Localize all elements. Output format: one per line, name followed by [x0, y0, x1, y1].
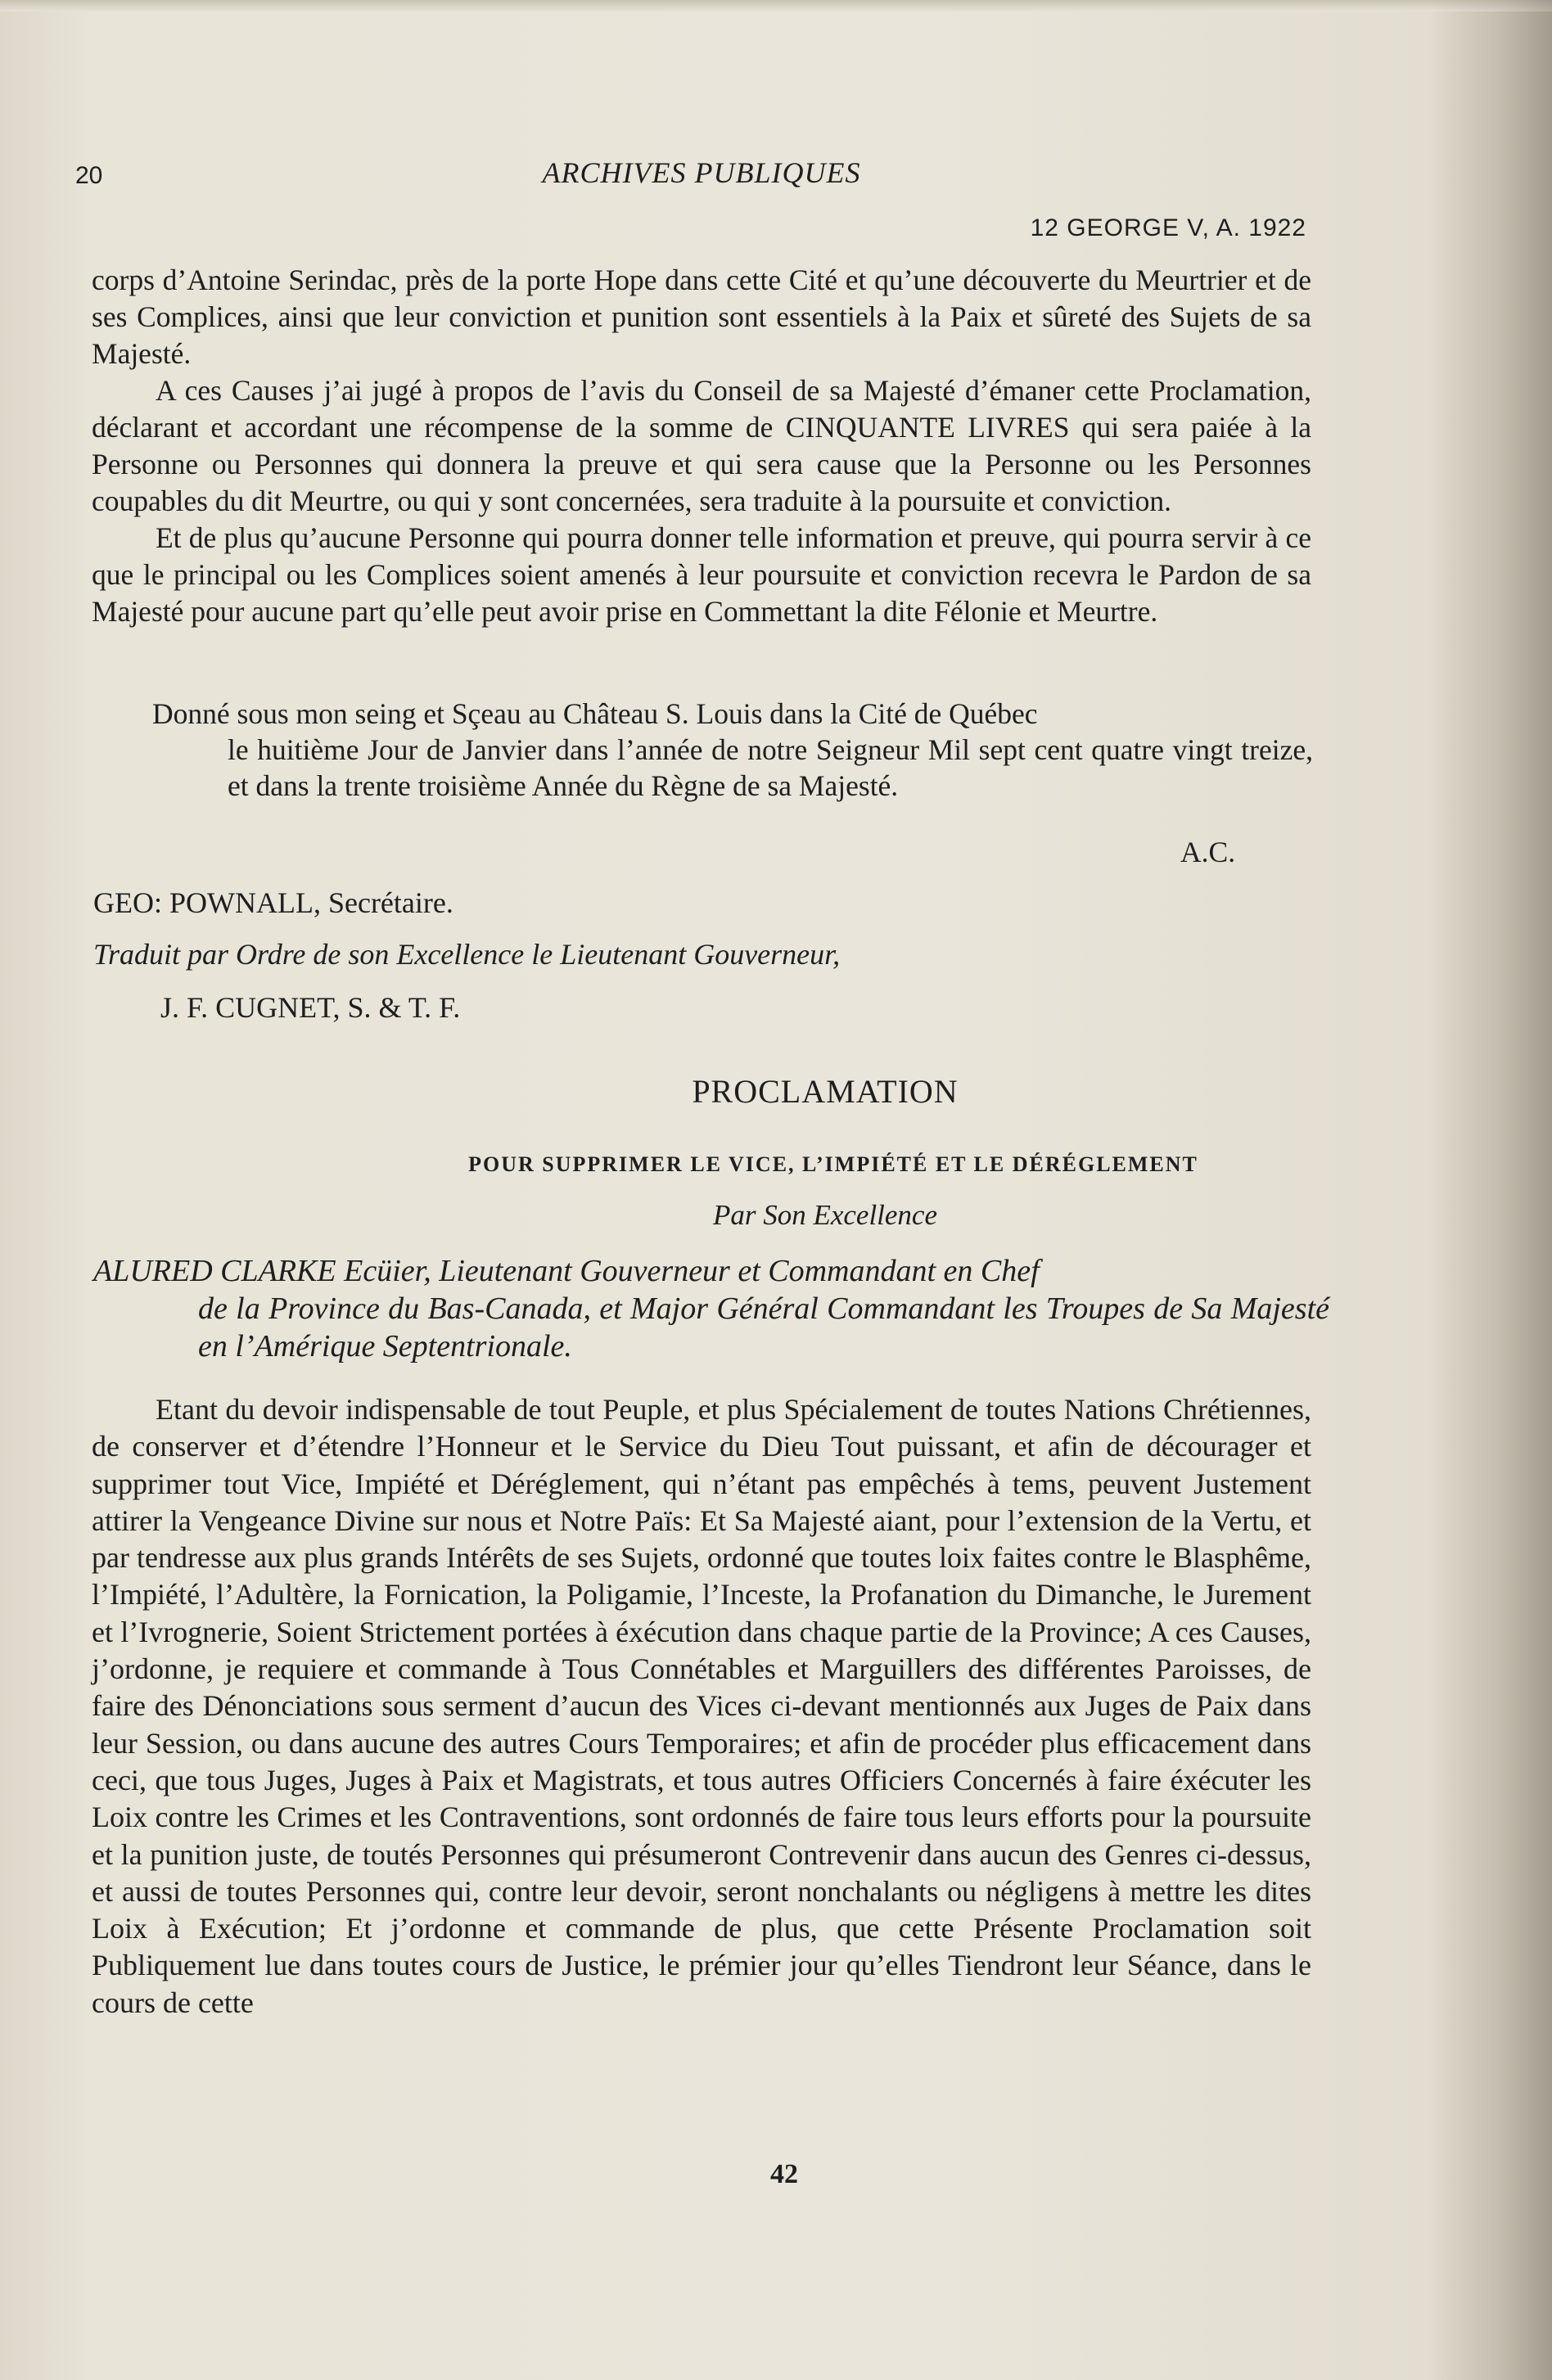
translation-note: Traduit par Ordre de son Excellence le Lieutenant Gouverneur, — [93, 938, 841, 971]
paragraph: A ces Causes j’ai jugé à propos de l’avis du Conseil de sa Majesté d’émaner cette Proclamation, déclarant et accordant une récompense de la somme de CINQUANTE LIVRES qui sera paiée à la Personne ou Personnes qui donnera la preuve et qui sera cause que la Personne ou les Personnes coupables du dit Meurtre, ou qui y sont concernées, sera traduite à la poursuite et conviction. — [92, 374, 1311, 517]
paragraph: Etant du devoir indispensable de tout Peuple, et plus Spécialement de toutes Nations Chrétiennes, de conserver et d’étendre l’Honneur et le Service du Dieu Tout puissant, et afin de décourager et supprimer tout Vice, Impiété et Déréglement, qui n’étant pas empêchés à tems, peuvent Justement attirer la Vengeance Divine sur nous et Notre Païs: Et Sa Majesté aiant, pour l’extension de la Vertu, et par tendresse aux plus grands Intérêts de ses Sujets, ordonné que toutes loix faites contre le Blasphême, l’Impiété, l’Adultère, la Fornication, la Poligamie, l’Inceste, la Profanation du Dimanche, le Jurement et l’Ivrognerie, Soient Strictement portées à éxécution dans chaque partie de la Province; A ces Causes, j’ordonne, je requiere et commande à Tous Connétables et Marguillers des différentes Paroisses, de faire des Dénonciations sous serment d’aucun des Vices ci-devant mentionnés aux Juges de Paix dans leur Session, ou dans aucune des autres Cours Temporaires; et afin de procéder plus efficacement dans ceci, que tous Juges, Juges à Paix et Magistrats, et tous autres Officiers Concernés à faire éxécuter les Loix contre les Crimes et les Contraventions, sont ordonnés de faire tous leurs efforts pour la poursuite et la punition juste, de toutés Personnes qui présumeront Contrevenir dans aucun des Genres ci-dessus, et aussi de toutes Personnes qui, contre leur devoir, seront nonchalants ou négligens à mettre les dites Loix à Exécution; Et j’ordonne et commande de plus, que cette Présente Proclamation soit Publiquement lue dans toutes cours de Justice, le prémier jour qu’elles Tiendront leur Séance, dans le cours de cette — [92, 1393, 1311, 2019]
translator-signature: J. F. CUGNET, S. & T. F. — [160, 991, 461, 1024]
given-first-line: Donné sous mon seing et Sçeau au Château S. Louis dans la Cité de Québec — [152, 697, 1038, 730]
signature-mark: 42 — [770, 2159, 798, 2189]
governor-rest: de la Province du Bas-Canada, et Major Général Commandant les Troupes de Sa Majesté en l’Amérique Septentrionale. — [198, 1291, 1329, 1364]
proclamation-body — [92, 1391, 1311, 2022]
governor-first-line: ALURED CLARKE Ecüier, Lieutenant Gouverneur et Commandant en Chef — [93, 1254, 1040, 1288]
proclamation-title: PROCLAMATION — [692, 1073, 959, 1110]
secretary-signature: GEO: POWNALL, Secrétaire. — [93, 886, 453, 919]
running-title: ARCHIVES PUBLIQUES — [542, 156, 861, 189]
governor-title — [93, 1252, 1329, 1365]
page-top-edge — [0, 0, 1552, 11]
initials: A.C. — [1180, 836, 1236, 868]
given-rest: le huitième Jour de Janvier dans l’année de notre Seigneur Mil sept cent quatre vingt treize, et dans la trente troisième Année du Règne de sa Majesté. — [228, 733, 1313, 802]
body-text-top — [92, 262, 1311, 630]
session-label: 12 GEORGE V, A. 1922 — [1030, 214, 1306, 241]
proclamation-subtitle: POUR SUPPRIMER LE VICE, L’IMPIÉTÉ ET LE DÉRÉGLEMENT — [468, 1152, 1198, 1176]
paragraph: Et de plus qu’aucune Personne qui pourra donner telle information et preuve, qui pourra servir à ce que le principal ou les Complices soient amenés à leur poursuite et conviction recevra le Pardon de sa Majesté pour aucune part qu’elle peut avoir prise en Commettant la dite Félonie et Meurtre. — [92, 521, 1311, 628]
paragraph: corps d’Antoine Serindac, près de la porte Hope dans cette Cité et qu’une découverte du Meurtrier et de ses Complices, ainsi que leur conviction et punition sont essentiels à la Paix et sûreté des Sujets de sa Majesté. — [92, 264, 1311, 370]
given-under-seal — [152, 696, 1313, 804]
binding-shadow — [1429, 0, 1552, 2380]
by-his-excellency: Par Son Excellence — [712, 1199, 938, 1231]
page-header — [75, 156, 1328, 205]
page-number: 20 — [75, 162, 103, 189]
